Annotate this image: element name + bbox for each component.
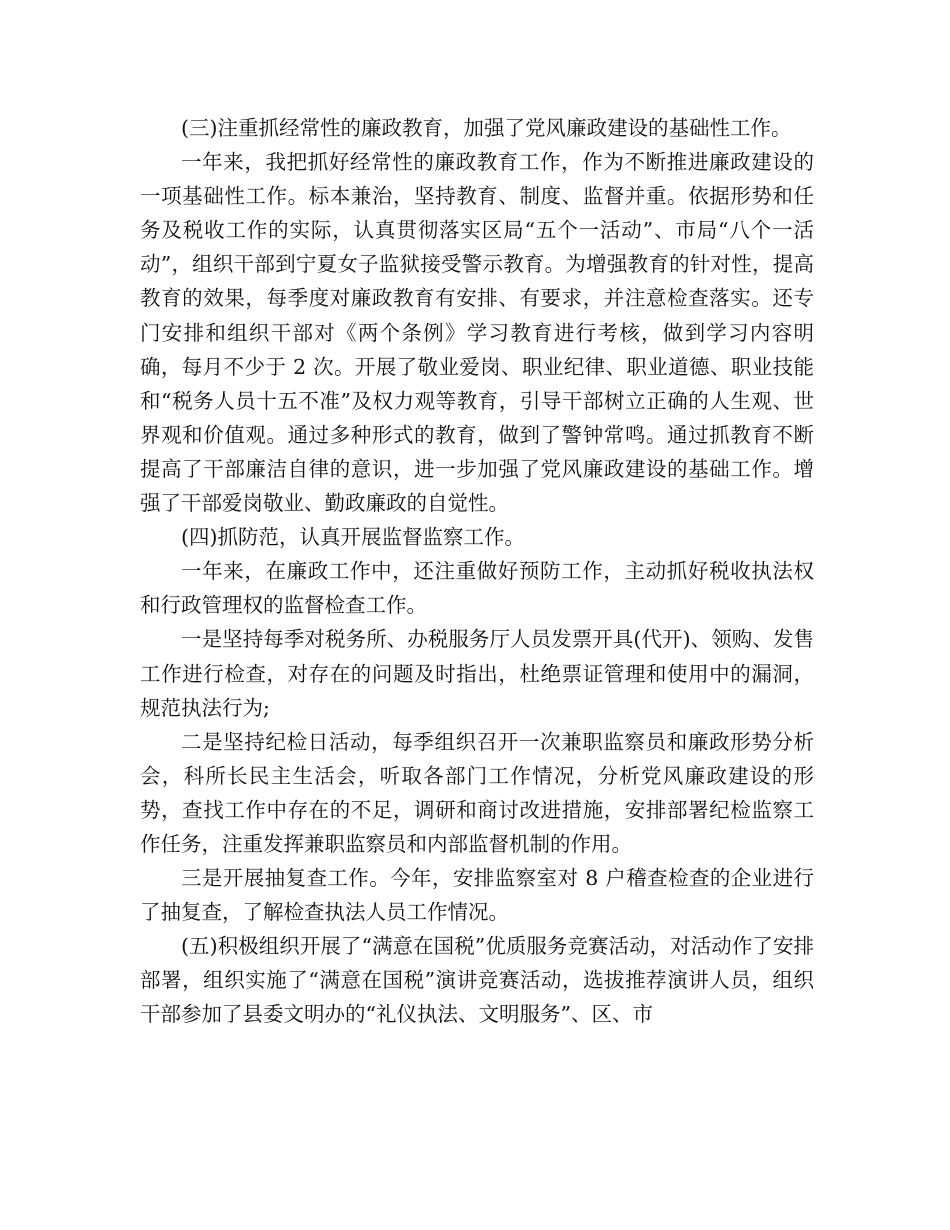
paragraph-point-one: 一是坚持每季对税务所、办税服务厅人员发票开具(代开)、领购、发售工作进行检查，对存在的问题及时指出，杜绝票证管理和使用中的漏洞，规范执法行为; <box>140 627 814 720</box>
paragraph-section-5: (五)积极组织开展了“满意在国税”优质服务竞赛活动，对活动作了安排部署，组织实施了“满意在国税”演讲竞赛活动，选拔推荐演讲人员，组织干部参加了县委文明办的“礼仪执法、文明服务”、区、市 <box>140 934 814 1027</box>
section-heading-3: (三)注重抓经常性的廉政教育，加强了党风廉政建设的基础性工作。 <box>181 116 792 140</box>
paragraph-point-two: 二是坚持纪检日活动，每季组织召开一次兼职监察员和廉政形势分析会，科所长民主生活会，听取各部门工作情况，分析党风廉政建设的形势，查找工作中存在的不足，调研和商讨改进措施，安排部署纪检监察工作任务，注重发挥兼职监察员和内部监督机制的作用。 <box>140 729 814 856</box>
document-body <box>140 111 814 1032</box>
paragraph-prevention: 一年来，在廉政工作中，还注重做好预防工作，主动抓好税收执法权和行政管理权的监督检查工作。 <box>140 559 814 618</box>
section-heading-4: (四)抓防范，认真开展监督监察工作。 <box>181 525 525 550</box>
paragraph-education: 一年来，我把抓好经常性的廉政教育工作，作为不断推进廉政建设的一项基础性工作。标本兼治，坚持教育、制度、监督并重。依据形势和任务及税收工作的实际，认真贯彻落实区局“五个一活动”、市局“八个一活动”，组织干部到宁夏女子监狱接受警示教育。为增强教育的针对性，提高教育的效果，每季度对廉政教育有安排、有要求，并注意检查落实。还专门安排和组织干部对《两个条例》学习教育进行考核，做到学习内容明确，每月不少于 2 次。开展了敬业爱岗、职业纪律、职业道德、职业技能和“税务人员十五不准”及权力观等教育，引导干部树立正确的人生观、世界观和价值观。通过多种形式的教育，做到了警钟常鸣。通过抓教育不断提高了干部廉洁自律的意识，进一步加强了党风廉政建设的基础工作。增强了干部爱岗敬业、勤政廉政的自觉性。 <box>140 150 814 516</box>
paragraph-point-three: 三是开展抽复查工作。今年，安排监察室对 8 户稽查检查的企业进行了抽复查，了解检查执法人员工作情况。 <box>140 866 814 925</box>
